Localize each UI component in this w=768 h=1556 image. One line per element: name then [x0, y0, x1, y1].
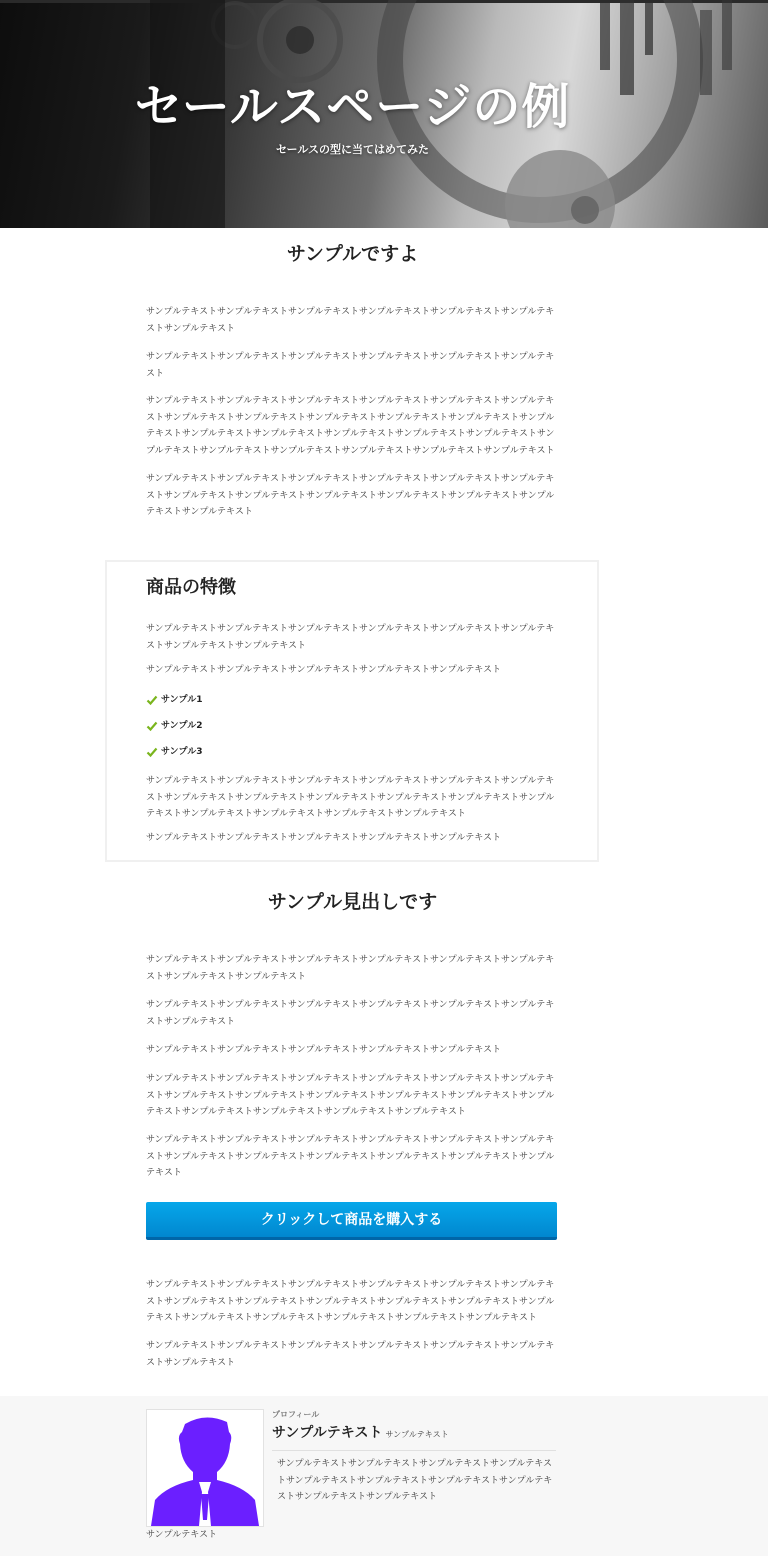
avatar-caption: サンプルテキスト [146, 1530, 218, 1540]
checklist-label: サンプル2 [161, 721, 203, 731]
body-paragraph: サンプルテキストサンプルテキストサンプルテキストサンプルテキストサンプルテキスト [146, 1045, 502, 1055]
checklist-item [146, 692, 202, 708]
checklist-item [146, 718, 202, 734]
profile-label: プロフィール [272, 1410, 320, 1419]
page-title: セールスページの例 [134, 79, 571, 135]
body-paragraph: サンプルテキストサンプルテキストサンプルテキストサンプルテキストサンプルテキストサンプルテキストサンプルテキストサンプルテキストサンプルテキストサンプルテキストサンプルテキストサンプルテキストサンプルテキストサンプルテキストサンプルテキストサンプルテキストサンプルテキストサンプルテキストサンプルテキストサンプルテキストサンプルテキストサンプルテキストサンプルテキスト [146, 396, 555, 456]
body-paragraph: サンプルテキストサンプルテキストサンプルテキストサンプルテキストサンプルテキストサンプルテキストサンプルテキストサンプルテキスト [146, 955, 555, 982]
checklist-label: サンプル3 [161, 747, 203, 757]
section-heading: サンプルですよ [286, 243, 419, 265]
page-subtitle: セールスの型に当てはめてみた [275, 143, 429, 156]
profile-divider [272, 1450, 556, 1451]
body-paragraph: サンプルテキストサンプルテキストサンプルテキストサンプルテキストサンプルテキスト [146, 665, 502, 675]
section-heading: サンプル見出しです [267, 891, 438, 913]
body-paragraph: サンプルテキストサンプルテキストサンプルテキストサンプルテキストサンプルテキスト [146, 833, 502, 843]
avatar [146, 1409, 264, 1527]
profile-name-main: サンプルテキスト [272, 1425, 383, 1441]
checklist-item [146, 744, 202, 760]
person-silhouette-icon [147, 1410, 263, 1526]
body-paragraph: サンプルテキストサンプルテキストサンプルテキストサンプルテキストサンプルテキストサンプルテキストサンプルテキスト [146, 1000, 555, 1027]
buy-button[interactable]: クリックして商品を購入する [146, 1202, 557, 1240]
body-paragraph: サンプルテキストサンプルテキストサンプルテキストサンプルテキストサンプルテキストサンプルテキストサンプルテキストサンプルテキストサンプルテキストサンプルテキストサンプルテキストサンプルテキストサンプルテキストサンプルテキストサンプルテキストサンプルテキスト [146, 1074, 555, 1117]
body-paragraph: サンプルテキストサンプルテキストサンプルテキストサンプルテキストサンプルテキストサンプルテキストサンプルテキストサンプルテキスト [146, 624, 555, 651]
features-heading: 商品の特徴 [146, 577, 236, 598]
body-paragraph: サンプルテキストサンプルテキストサンプルテキストサンプルテキストサンプルテキストサンプルテキストサンプルテキスト [146, 1341, 555, 1368]
profile-name [272, 1422, 449, 1446]
checkmark-icon [146, 720, 158, 732]
profile-name-sub: サンプルテキスト [385, 1430, 449, 1439]
body-paragraph: サンプルテキストサンプルテキストサンプルテキストサンプルテキストサンプルテキストサンプルテキストサンプルテキストサンプルテキストサンプルテキストサンプルテキストサンプルテキストサンプルテキストサンプルテキストサンプルテキストサンプルテキストサンプルテキスト [146, 776, 555, 819]
checkmark-icon [146, 694, 158, 706]
hero-banner [0, 0, 768, 228]
checkmark-icon [146, 746, 158, 758]
checklist-label: サンプル1 [161, 695, 203, 705]
body-paragraph: サンプルテキストサンプルテキストサンプルテキストサンプルテキストサンプルテキストサンプルテキストサンプルテキストサンプルテキストサンプルテキストサンプルテキストサンプルテキストサンプルテキスト [146, 1135, 555, 1178]
body-paragraph: サンプルテキストサンプルテキストサンプルテキストサンプルテキストサンプルテキストサンプルテキストサンプルテキストサンプルテキストサンプルテキストサンプルテキストサンプルテキストサンプルテキストサンプルテキスト [146, 474, 555, 517]
body-paragraph: サンプルテキストサンプルテキストサンプルテキストサンプルテキストサンプルテキストサンプルテキストサンプルテキストサンプルテキストサンプルテキストサンプルテキストサンプルテキストサンプルテキストサンプルテキストサンプルテキストサンプルテキストサンプルテキストサンプルテキスト [146, 1280, 555, 1323]
body-paragraph: サンプルテキストサンプルテキストサンプルテキストサンプルテキストサンプルテキストサンプルテキストサンプルテキスト [146, 307, 555, 334]
body-paragraph: サンプルテキストサンプルテキストサンプルテキストサンプルテキストサンプルテキストサンプルテキスト [146, 352, 555, 379]
profile-bio: サンプルテキストサンプルテキストサンプルテキストサンプルテキストサンプルテキストサンプルテキストサンプルテキストサンプルテキストサンプルテキストサンプルテキスト [277, 1459, 553, 1502]
